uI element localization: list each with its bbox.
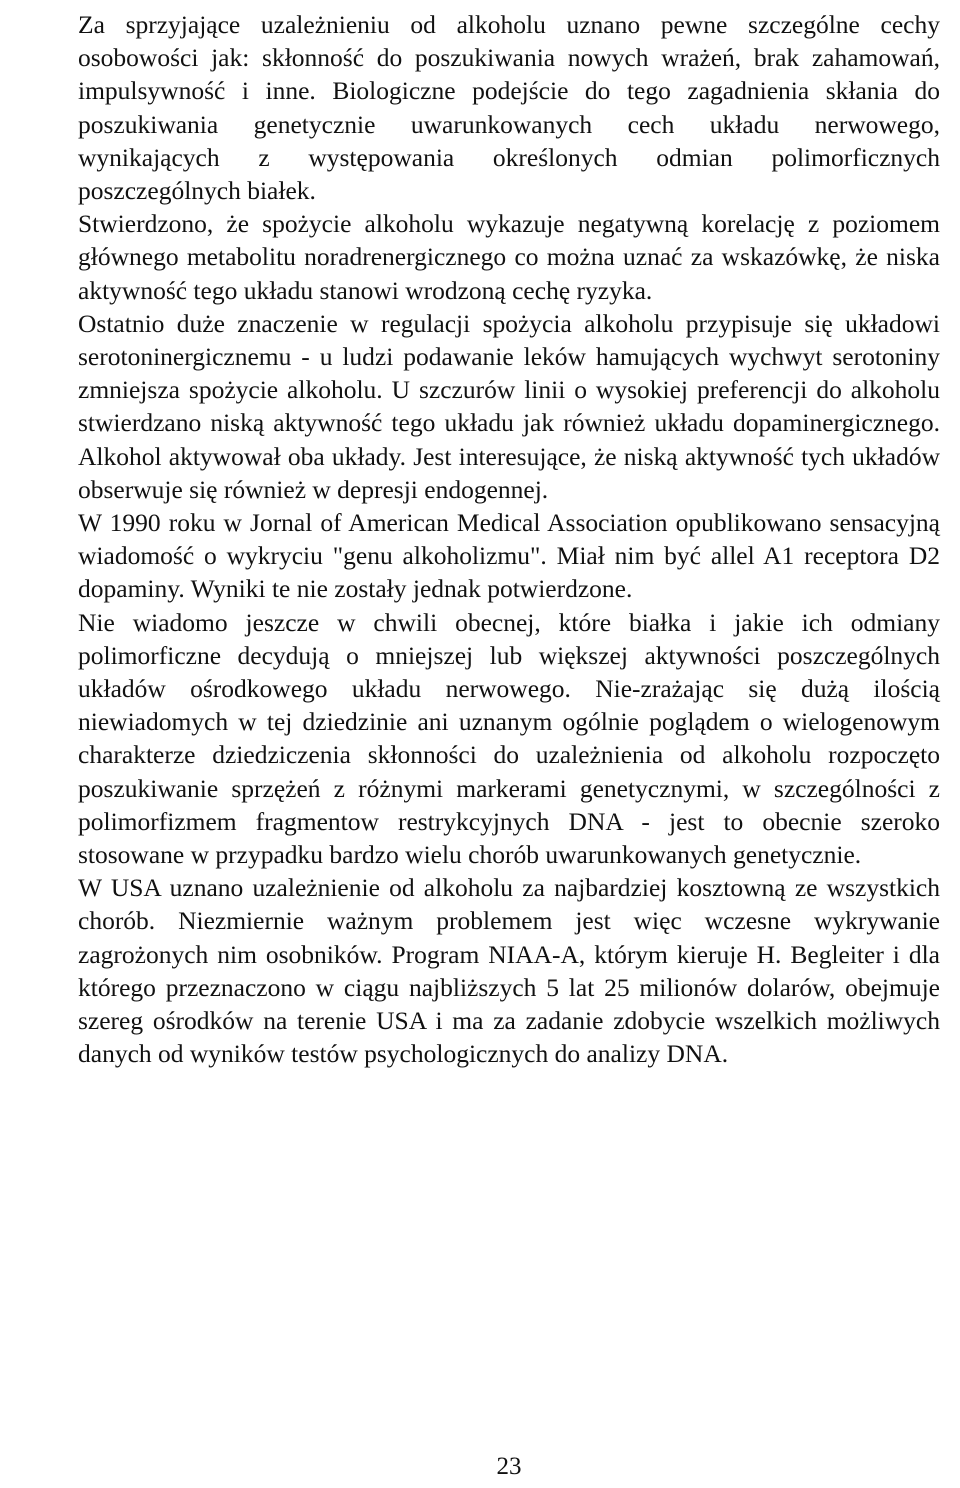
body-text [78, 8, 940, 1071]
paragraph-1: Za sprzyjające uzależnieniu od alkoholu uznano pewne szczególne cechy osobowości jak: skłonność do poszukiwania nowych wrażeń, brak zahamowań, impulsywność i inne. Biologiczne podejście do tego zagadnienia skłania do poszukiwania genetycznie uwarunkowanych cech układu nerwowego, wynikających z występowania określonych odmian polimorficznych poszczególnych białek. [78, 10, 940, 206]
document-page [78, 0, 940, 1488]
paragraph-4: W 1990 roku w Jornal of American Medical Association opublikowano sensacyjną wiadomość o wykryciu "genu alkoholizmu". Miał nim być allel A1 receptora D2 dopaminy. Wyniki te nie zostały jednak potwierdzone. [78, 508, 940, 604]
paragraph-6: W USA uznano uzależnienie od alkoholu za najbardziej kosztowną ze wszystkich chorób. Niezmiernie ważnym problemem jest więc wczesne wykrywanie zagrożonych nim osobników. Program NIAA-A, którym kieruje H. Begleiter i dla którego przeznaczono w ciągu najbliższych 5 lat 25 milionów dolarów, obejmuje szereg ośrodków na terenie USA i ma za zadanie zdobycie wszelkich możliwych danych od wyników testów psychologicznych do analizy DNA. [78, 873, 940, 1069]
paragraph-3: Ostatnio duże znaczenie w regulacji spożycia alkoholu przypisuje się układowi serotoninergicznemu - u ludzi podawanie leków hamujących wychwyt serotoniny zmniejsza spożycie alkoholu. U szczurów linii o wysokiej preferencji do alkoholu stwierdzano niską aktywność tego układu jak również układu dopaminergicznego. Alkohol aktywował oba układy. Jest interesujące, że niską aktywność tych układów obserwuje się również w depresji endogennej. [78, 308, 940, 504]
page-number: 23 [496, 1453, 522, 1480]
paragraph-2: Stwierdzono, że spożycie alkoholu wykazuje negatywną korelację z poziomem głównego metabolitu noradrenergicznego co można uznać za wskazówkę, że niska aktywność tego układu stanowi wrodzoną cechę ryzyka. [78, 209, 940, 305]
paragraph-5: Nie wiadomo jeszcze w chwili obecnej, które białka i jakie ich odmiany polimorficzne decydują o mniejszej lub większej aktywności poszczególnych układów ośrodkowego układu nerwowego. Nie-zrażając się dużą ilością niewiadomych w tej dziedzinie ani uznanym ogólnie poglądem o wielogenowym charakterze dziedziczenia skłonności do uzależnienia od alkoholu rozpoczęto poszukiwanie sprzężeń z różnymi markerami genetycznymi, w szczególności z polimorfizmem fragmentow restrykcyjnych DNA - jest to obecnie szeroko stosowane w przypadku bardzo wielu chorób uwarunkowanych genetycznie. [78, 607, 940, 870]
